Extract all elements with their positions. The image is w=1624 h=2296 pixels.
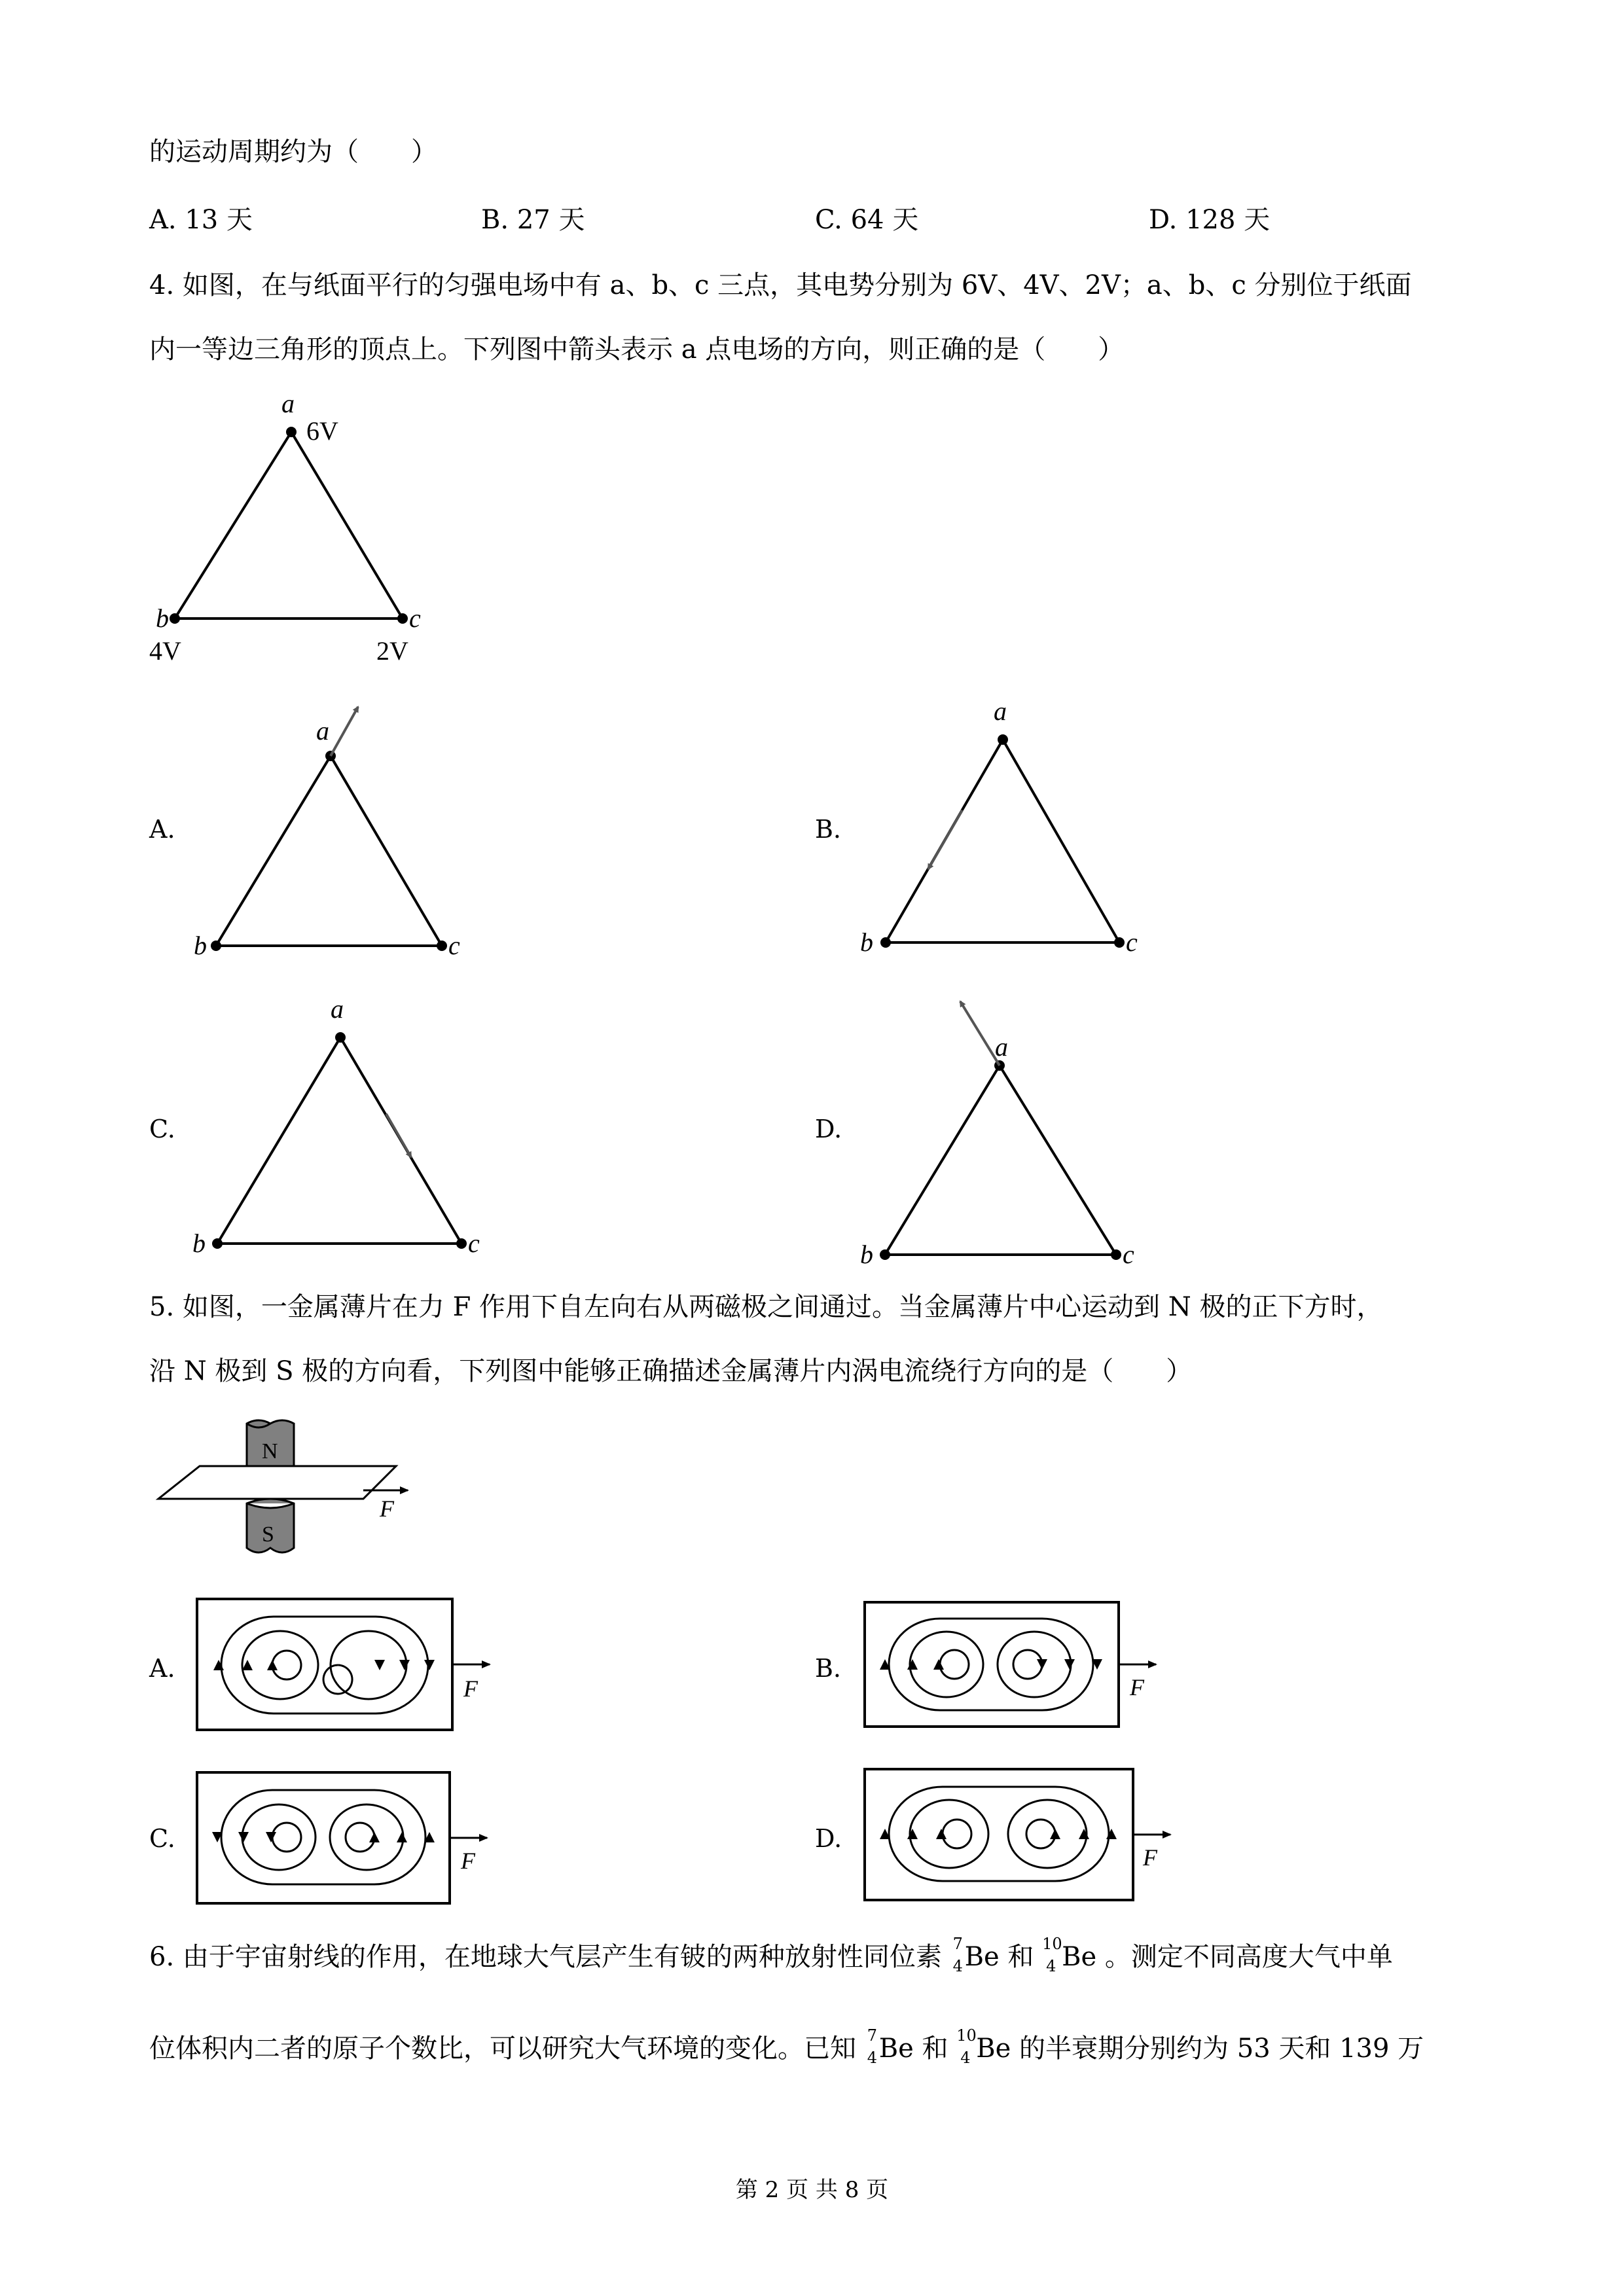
vertex-c-label: c — [448, 931, 460, 960]
eddy-arrow — [397, 1832, 407, 1842]
atomic-number: 4 — [952, 1957, 963, 1975]
q6-line2-post: 的半衰期分别约为 53 天和 139 万 — [1019, 2034, 1424, 2064]
metal-plate — [158, 1466, 396, 1499]
q4-triangle — [175, 432, 403, 619]
vertex-a-label: a — [331, 994, 344, 1024]
triangle — [217, 1037, 461, 1244]
q4-option-a-label: A. — [149, 815, 175, 844]
plate-rect — [865, 1602, 1119, 1727]
vertex-b-dot — [212, 1238, 223, 1249]
vertex-c-label: c — [1126, 927, 1138, 957]
q5-option-b-label: B. — [815, 1654, 842, 1683]
vertex-c-label: c — [468, 1229, 480, 1258]
q4-option-b-figure — [851, 694, 1165, 969]
q4-option-d-label: D. — [815, 1115, 842, 1143]
q3-option-a: A. 13 天 — [149, 205, 253, 235]
vertex-a-dot — [286, 427, 297, 437]
q5-line1: 5. 如图，一金属薄片在力 F 作用下自左向右从两磁极之间通过。当金属薄片中心运动到 N 极的正下方时， — [149, 1292, 1383, 1322]
force-label: F — [463, 1676, 478, 1702]
element-symbol: Be — [1062, 1942, 1097, 1972]
field-arrow — [960, 1001, 1000, 1066]
vertex-b-label: b — [860, 1240, 873, 1269]
q4-main-triangle-figure — [144, 386, 458, 668]
north-label: N — [262, 1439, 278, 1463]
vertex-b-label: b — [194, 931, 207, 960]
atomic-number: 4 — [1046, 1957, 1056, 1975]
eddy-arrow — [266, 1832, 276, 1842]
isotope-be10 — [1042, 1935, 1097, 1975]
vertex-c-label: c — [1123, 1240, 1134, 1269]
force-label: F — [461, 1848, 475, 1874]
atomic-number: 4 — [867, 2049, 877, 2067]
eddy-arrow — [242, 1660, 253, 1670]
q4-option-c-figure — [183, 988, 497, 1263]
eddy-arrow — [1064, 1659, 1075, 1670]
eddy-arrow — [936, 1829, 947, 1839]
q5-magnet-figure — [147, 1417, 422, 1561]
q5-option-a-label: A. — [149, 1654, 175, 1683]
right-eddy — [323, 1617, 428, 1713]
force-label: F — [1143, 1844, 1157, 1871]
potential-c-label: 2V — [376, 636, 408, 666]
q5-option-c-figure — [195, 1770, 549, 1914]
q6-line1-mid: 和 — [1007, 1942, 1034, 1972]
vertex-a-label: a — [995, 1032, 1008, 1062]
vertex-b-dot — [880, 1249, 890, 1260]
eddy-arrow — [267, 1660, 278, 1670]
isotope-be7 — [865, 2026, 914, 2067]
eddy-arrow — [238, 1832, 249, 1842]
page-footer: 第 2 页 共 8 页 — [735, 2177, 889, 2203]
potential-a-label: 6V — [306, 416, 338, 446]
eddy-arrow — [1037, 1659, 1047, 1670]
q4-option-b-label: B. — [815, 815, 842, 844]
q5-option-c-label: C. — [149, 1824, 175, 1853]
q6-line1-pre: 6. 由于宇宙射线的作用，在地球大气层产生有铍的两种放射性同位素 — [149, 1942, 942, 1972]
q6-line1-post: 。测定不同高度大气中单 — [1104, 1942, 1393, 1972]
q4-option-d-figure — [851, 988, 1165, 1276]
q6-line2 — [149, 2026, 1424, 2067]
vertex-a-dot — [335, 1032, 346, 1043]
force-label: F — [380, 1496, 394, 1522]
eddy-arrow — [907, 1829, 918, 1839]
south-label: S — [262, 1522, 274, 1547]
eddy-arrow — [933, 1659, 944, 1670]
q4-option-a-figure — [183, 694, 484, 969]
vertex-b-label: b — [860, 927, 873, 957]
q5-line2: 沿 N 极到 S 极的方向看，下列图中能够正确描述金属薄片内涡电流绕行方向的是（ ） — [149, 1356, 1193, 1386]
triangle — [885, 1066, 1116, 1255]
triangle — [216, 756, 442, 946]
vertex-a-label: a — [281, 389, 295, 418]
plate-rect — [197, 1599, 452, 1730]
mass-number: 7 — [867, 2026, 877, 2045]
isotope-be7 — [950, 1935, 1000, 1975]
vertex-b-label: b — [192, 1229, 206, 1258]
vertex-b-label: b — [156, 603, 169, 633]
q4-line2: 内一等边三角形的顶点上。下列图中箭头表示 a 点电场的方向，则正确的是（ ） — [149, 334, 1125, 365]
vertex-b-dot — [880, 937, 891, 948]
vertex-c-dot — [1114, 937, 1125, 948]
q6-line1 — [149, 1935, 1393, 1975]
vertex-a-dot — [998, 734, 1008, 745]
element-symbol: Be — [976, 2034, 1011, 2064]
q6-line2-pre: 位体积内二者的原子个数比，可以研究大气环境的变化。已知 — [149, 2034, 856, 2064]
q3-option-b: B. 27 天 — [481, 205, 585, 235]
eddy-arrow — [1050, 1829, 1060, 1839]
q4-line1: 4. 如图，在与纸面平行的匀强电场中有 a、b、c 三点，其电势分别为 6V、4V、2V；a、b、c 分别位于纸面 — [149, 270, 1412, 300]
vertex-a-label: a — [994, 696, 1007, 726]
q5-option-d-figure — [863, 1767, 1216, 1911]
eddy-arrow — [907, 1659, 918, 1670]
q3-option-d: D. 128 天 — [1149, 205, 1271, 235]
field-arrow — [331, 707, 358, 756]
eddy-arrow — [1079, 1829, 1089, 1839]
vertex-b-dot — [170, 613, 180, 624]
atomic-number: 4 — [960, 2049, 971, 2067]
vertex-a-label: a — [316, 716, 329, 745]
vertex-b-dot — [211, 941, 221, 951]
eddy-arrow — [399, 1660, 410, 1670]
vertex-c-label: c — [409, 603, 421, 633]
potential-b-label: 4V — [149, 636, 181, 666]
q5-option-d-label: D. — [815, 1824, 842, 1853]
mass-number: 7 — [952, 1935, 963, 1953]
triangle — [886, 740, 1119, 942]
element-symbol: Be — [878, 2034, 914, 2064]
element-symbol: Be — [964, 1942, 1000, 1972]
force-label: F — [1130, 1674, 1144, 1700]
vertex-c-dot — [437, 941, 447, 951]
field-arrow — [928, 810, 962, 869]
q3-option-c: C. 64 天 — [815, 205, 919, 235]
eddy-arrow — [374, 1660, 385, 1670]
q5-option-b-figure — [863, 1600, 1216, 1744]
vertex-c-dot — [1111, 1249, 1121, 1260]
field-arrow — [386, 1114, 411, 1157]
q4-option-c-label: C. — [149, 1115, 175, 1143]
eddy-arrow — [369, 1832, 380, 1842]
isotope-be10 — [956, 2026, 1011, 2067]
mass-number: 10 — [956, 2026, 977, 2045]
vertex-c-dot — [456, 1238, 467, 1249]
q3-tail: 的运动周期约为（ ） — [149, 137, 437, 167]
eddy-arrow — [424, 1660, 435, 1670]
q6-line2-mid: 和 — [922, 2034, 948, 2064]
vertex-c-dot — [397, 613, 408, 624]
mass-number: 10 — [1042, 1935, 1062, 1953]
q5-option-a-figure — [195, 1597, 549, 1741]
